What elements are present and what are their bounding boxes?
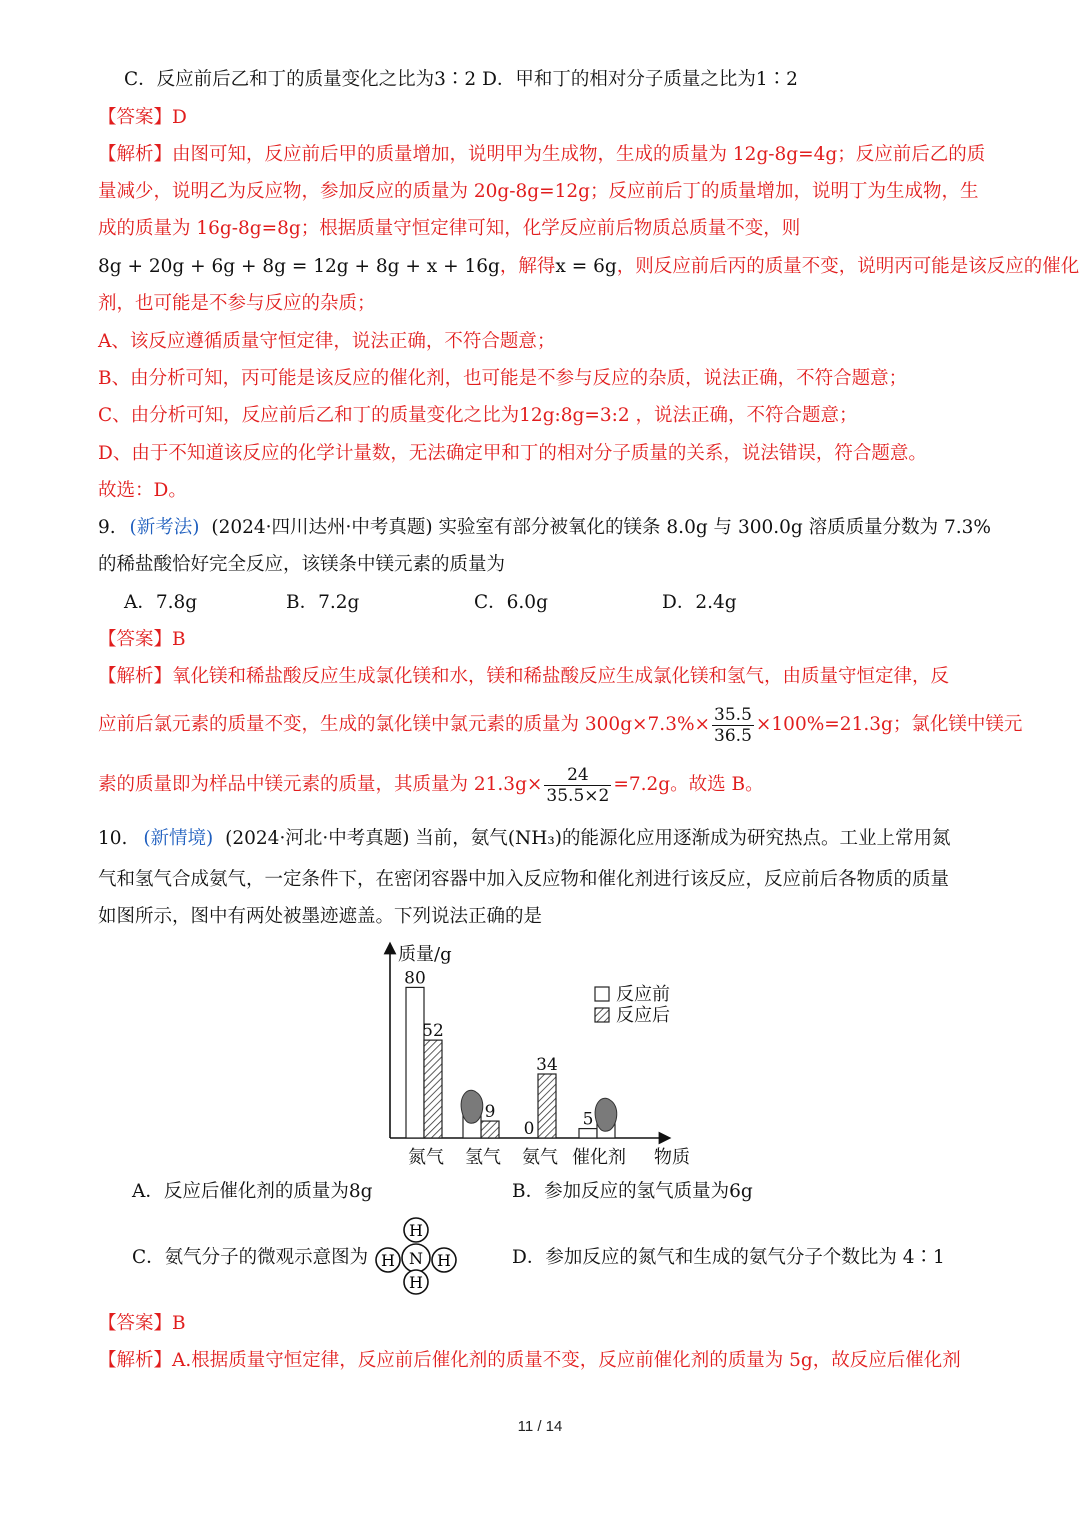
question-number: 9. bbox=[98, 517, 116, 538]
fraction-denominator: 36.5 bbox=[714, 725, 752, 746]
answer-tag: 【答案】 bbox=[98, 1313, 173, 1334]
question-10 bbox=[98, 827, 988, 851]
nitrogen-label: N bbox=[409, 1249, 423, 1268]
q9-option-a: A．7.8g bbox=[124, 592, 198, 613]
q9-option-b: B．7.2g bbox=[286, 592, 360, 613]
explanation-text: 成的质量为 16g-8g=8g；根据质量守恒定律可知，化学反应前后物质总质量不变，则 bbox=[98, 218, 801, 239]
bar bbox=[538, 1074, 556, 1138]
legend-label: 反应后 bbox=[616, 1005, 670, 1026]
q10-option-a: A．反应后催化剂的质量为8g bbox=[132, 1181, 373, 1202]
bar bbox=[579, 1129, 597, 1138]
chemical-formula: (NH₃) bbox=[507, 828, 562, 849]
q8-options-cd: C．反应前后乙和丁的质量变化之比为3∶2 D．甲和丁的相对分子质量之比为1∶2 bbox=[124, 69, 798, 90]
x-axis-label: 物质 bbox=[654, 1147, 690, 1168]
explanation-text: 由图可知，反应前后甲的质量增加，说明甲为生成物，生成的质量为 12g-8g=4g；反应前后乙的质 bbox=[172, 144, 986, 165]
data-label: 0 bbox=[523, 1119, 535, 1139]
explanation-text: 量减少，说明乙为反应物，参加反应的质量为 20g-8g=12g；反应前后丁的质量增加，说明丁为生成物，生 bbox=[98, 181, 979, 202]
y-axis-label: 质量/g bbox=[398, 944, 452, 965]
answer-value: B bbox=[172, 629, 186, 650]
explanation-q8 bbox=[98, 143, 988, 167]
explanation-text: ，解得 bbox=[499, 256, 556, 277]
x-tick-label: 催化剂 bbox=[572, 1147, 626, 1168]
explanation-text: 氧化镁和稀盐酸反应生成氯化镁和水，镁和稀盐酸反应生成氯化镁和氢气，由质量守恒定律，反 bbox=[172, 666, 950, 687]
fraction bbox=[712, 705, 754, 746]
explanation-option-d: D、由于不知道该反应的化学计量数，无法确定甲和丁的相对分子质量的关系，说法错误，符合题意。 bbox=[98, 443, 927, 464]
explanation-text: =7.2g。故选 B。 bbox=[613, 774, 764, 795]
fraction-numerator: 24 bbox=[544, 765, 611, 786]
legend-swatch bbox=[595, 987, 609, 1001]
q10-option-d: D．参加反应的氮气和生成的氨气分子个数比为 4∶1 bbox=[512, 1247, 945, 1268]
question-text: (2024·河北·中考真题) 当前，氨气 bbox=[225, 828, 508, 849]
explanation-q9 bbox=[98, 665, 988, 689]
ammonia-molecule-diagram bbox=[370, 1214, 460, 1296]
explanation-fraction-line-2 bbox=[98, 763, 988, 807]
question-number: 10. bbox=[98, 828, 128, 849]
bar bbox=[406, 987, 424, 1138]
math-solution: x = 6g bbox=[555, 256, 617, 277]
answer-value: D bbox=[172, 107, 187, 128]
x-tick-label: 氢气 bbox=[465, 1147, 501, 1168]
data-label: 80 bbox=[404, 968, 426, 989]
question-tag: (新情境) bbox=[143, 828, 214, 849]
option-text: C．氨气分子的微观示意图为 bbox=[132, 1247, 369, 1268]
question-text: (2024·四川达州·中考真题) 实验室有部分被氧化的镁条 8.0g 与 300.0g 溶质质量分数为 7.3% bbox=[211, 517, 992, 538]
explanation-equation-line bbox=[98, 255, 1080, 279]
explanation-text: ×100%=21.3g；氯化镁中镁元 bbox=[755, 714, 1023, 735]
question-text: 的稀盐酸恰好完全反应，该镁条中镁元素的质量为 bbox=[98, 554, 506, 575]
x-tick-label: 氮气 bbox=[408, 1147, 444, 1168]
q9-option-d: D．2.4g bbox=[662, 592, 737, 613]
question-text: 气和氢气合成氨气，一定条件下，在密闭容器中加入反应物和催化剂进行该反应，反应前后各物质的质量 bbox=[98, 869, 950, 890]
explanation-text: 素的质量即为样品中镁元素的质量，其质量为 21.3g× bbox=[98, 774, 543, 795]
explanation-text: ，则反应前后丙的质量不变，说明丙可能是该反应的催化 bbox=[616, 256, 1080, 277]
ink-blot bbox=[461, 1090, 483, 1123]
question-tag: (新考法) bbox=[129, 517, 200, 538]
bar bbox=[481, 1121, 499, 1138]
hydrogen-label: H bbox=[409, 1273, 423, 1292]
explanation-text: 剂，也可能是不参与反应的杂质； bbox=[98, 293, 376, 314]
explanation-fraction-line-1 bbox=[98, 703, 1023, 747]
answer-line-q10 bbox=[98, 1312, 988, 1336]
fraction-numerator: 35.5 bbox=[714, 704, 752, 725]
mass-bar-chart bbox=[360, 940, 720, 1175]
legend-swatch bbox=[595, 1008, 609, 1022]
ink-blot bbox=[595, 1098, 617, 1131]
explanation-tag: 【解析】 bbox=[98, 144, 173, 165]
x-tick-label: 氨气 bbox=[522, 1147, 558, 1168]
answer-value: B bbox=[172, 1313, 186, 1334]
bar bbox=[424, 1040, 442, 1138]
explanation-text: 应前后氯元素的质量不变，生成的氯化镁中氯元素的质量为 300g×7.3%× bbox=[98, 714, 711, 735]
fraction-denominator: 35.5×2 bbox=[546, 785, 610, 806]
hydrogen-label: H bbox=[381, 1251, 395, 1270]
explanation-option-a: A、该反应遵循质量守恒定律，说法正确，不符合题意； bbox=[98, 331, 556, 352]
answer-line-q9 bbox=[98, 628, 988, 652]
explanation-text: A.根据质量守恒定律，反应前后催化剂的质量不变，反应前催化剂的质量为 5g，故反应后催化剂 bbox=[172, 1350, 961, 1371]
answer-line-q8 bbox=[98, 106, 988, 130]
q9-option-c: C．6.0g bbox=[474, 592, 548, 613]
data-label: 9 bbox=[484, 1102, 496, 1123]
math-equation: 8g + 20g + 6g + 8g = 12g + 8g + x + 16g bbox=[98, 256, 500, 277]
explanation-option-c: C、由分析可知，反应前后乙和丁的质量变化之比为12g:8g=3:2 ，说法正确，不符合题意； bbox=[98, 405, 858, 426]
explanation-q10 bbox=[98, 1349, 988, 1373]
explanation-option-b: B、由分析可知，丙可能是该反应的催化剂，也可能是不参与反应的杂质，说法正确，不符合题意； bbox=[98, 368, 908, 389]
answer-tag: 【答案】 bbox=[98, 629, 173, 650]
hydrogen-label: H bbox=[437, 1251, 451, 1270]
page-number: 11 / 14 bbox=[517, 1418, 563, 1435]
explanation-tag: 【解析】 bbox=[98, 666, 173, 687]
question-text: 如图所示，图中有两处被墨迹遮盖。下列说法正确的是 bbox=[98, 906, 543, 927]
explanation-tag: 【解析】 bbox=[98, 1350, 173, 1371]
data-label: 52 bbox=[422, 1021, 444, 1042]
hydrogen-label: H bbox=[409, 1221, 423, 1240]
question-text: 的能源化应用逐渐成为研究热点。工业上常用氮 bbox=[562, 828, 951, 849]
answer-tag: 【答案】 bbox=[98, 107, 173, 128]
question-9 bbox=[98, 516, 992, 540]
explanation-conclusion: 故选：D。 bbox=[98, 480, 187, 501]
q10-option-b: B．参加反应的氢气质量为6g bbox=[512, 1181, 753, 1202]
data-label: 34 bbox=[536, 1055, 558, 1075]
fraction bbox=[544, 765, 611, 806]
legend-label: 反应前 bbox=[616, 984, 670, 1005]
data-label: 5 bbox=[582, 1109, 594, 1130]
q10-option-c bbox=[132, 1246, 368, 1270]
